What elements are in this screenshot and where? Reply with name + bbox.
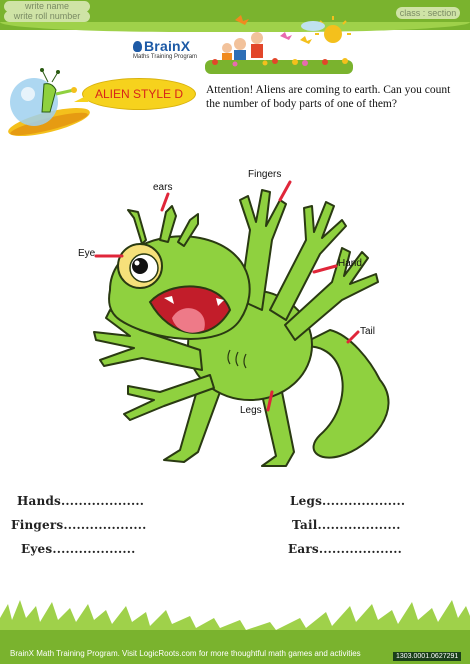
ears-blank: ...................	[318, 542, 402, 556]
brand-tagline: Maths Training Program	[133, 54, 198, 60]
kids-garden-illustration	[205, 12, 353, 74]
roll-number-field[interactable]: write roll number	[4, 11, 90, 22]
fingers-answer-label: Fingers	[11, 518, 64, 532]
brand-name: BrainX	[144, 38, 191, 54]
brain-icon	[133, 41, 142, 52]
hand-label: Hand	[338, 258, 362, 269]
tail-pointer	[348, 332, 358, 342]
hands-blank: ...................	[60, 494, 145, 508]
tail-label: Tail	[360, 326, 376, 337]
legs-blank: ...................	[322, 494, 406, 508]
legs-answer-label: Legs	[290, 494, 323, 508]
fingers-answer-line[interactable]	[11, 518, 147, 532]
ears-pointer	[162, 194, 168, 210]
hands-label: Hands	[17, 494, 61, 508]
ears-answer-label: Ears	[288, 542, 319, 556]
eyes-blank: ...................	[52, 542, 136, 556]
eye-label: Eye	[78, 248, 96, 259]
title-bubble: ALIEN STYLE D	[82, 78, 196, 110]
alien-ufo-mascot	[4, 66, 94, 142]
eyes-answer-line[interactable]	[21, 542, 136, 556]
legs-label: Legs	[240, 405, 262, 416]
tail-answer-label: Tail	[292, 518, 318, 532]
bubble-tail	[74, 92, 90, 104]
fingers-blank: ...................	[63, 518, 147, 532]
butterfly-icon	[235, 15, 249, 25]
fingers-pointer	[280, 182, 290, 200]
brand-logo	[133, 38, 190, 54]
footer-text: BrainX Math Training Program. Visit LogicRoots.com for more thoughtful math games and activities	[10, 649, 361, 658]
name-field[interactable]: write name	[4, 1, 90, 12]
eyes-label: Eyes	[21, 542, 53, 556]
fingers-label: Fingers	[248, 169, 282, 180]
worksheet-code: 1303.0001.0627291	[393, 652, 461, 661]
ears-answer-line[interactable]	[288, 542, 402, 556]
class-section-field[interactable]: class : section	[396, 7, 460, 19]
instructions-text: Attention! Aliens are coming to earth. Can you count the number of body parts of one of them?	[206, 84, 451, 110]
hands-answer-line[interactable]	[17, 494, 144, 508]
cloud-icon	[301, 21, 325, 31]
ears-label: ears	[153, 182, 173, 193]
sun-icon	[324, 25, 342, 43]
alien-illustration	[80, 160, 410, 470]
tail-answer-line[interactable]	[292, 518, 401, 532]
hand-pointer	[314, 266, 336, 272]
tail-blank: ...................	[317, 518, 401, 532]
legs-answer-line[interactable]	[290, 494, 405, 508]
